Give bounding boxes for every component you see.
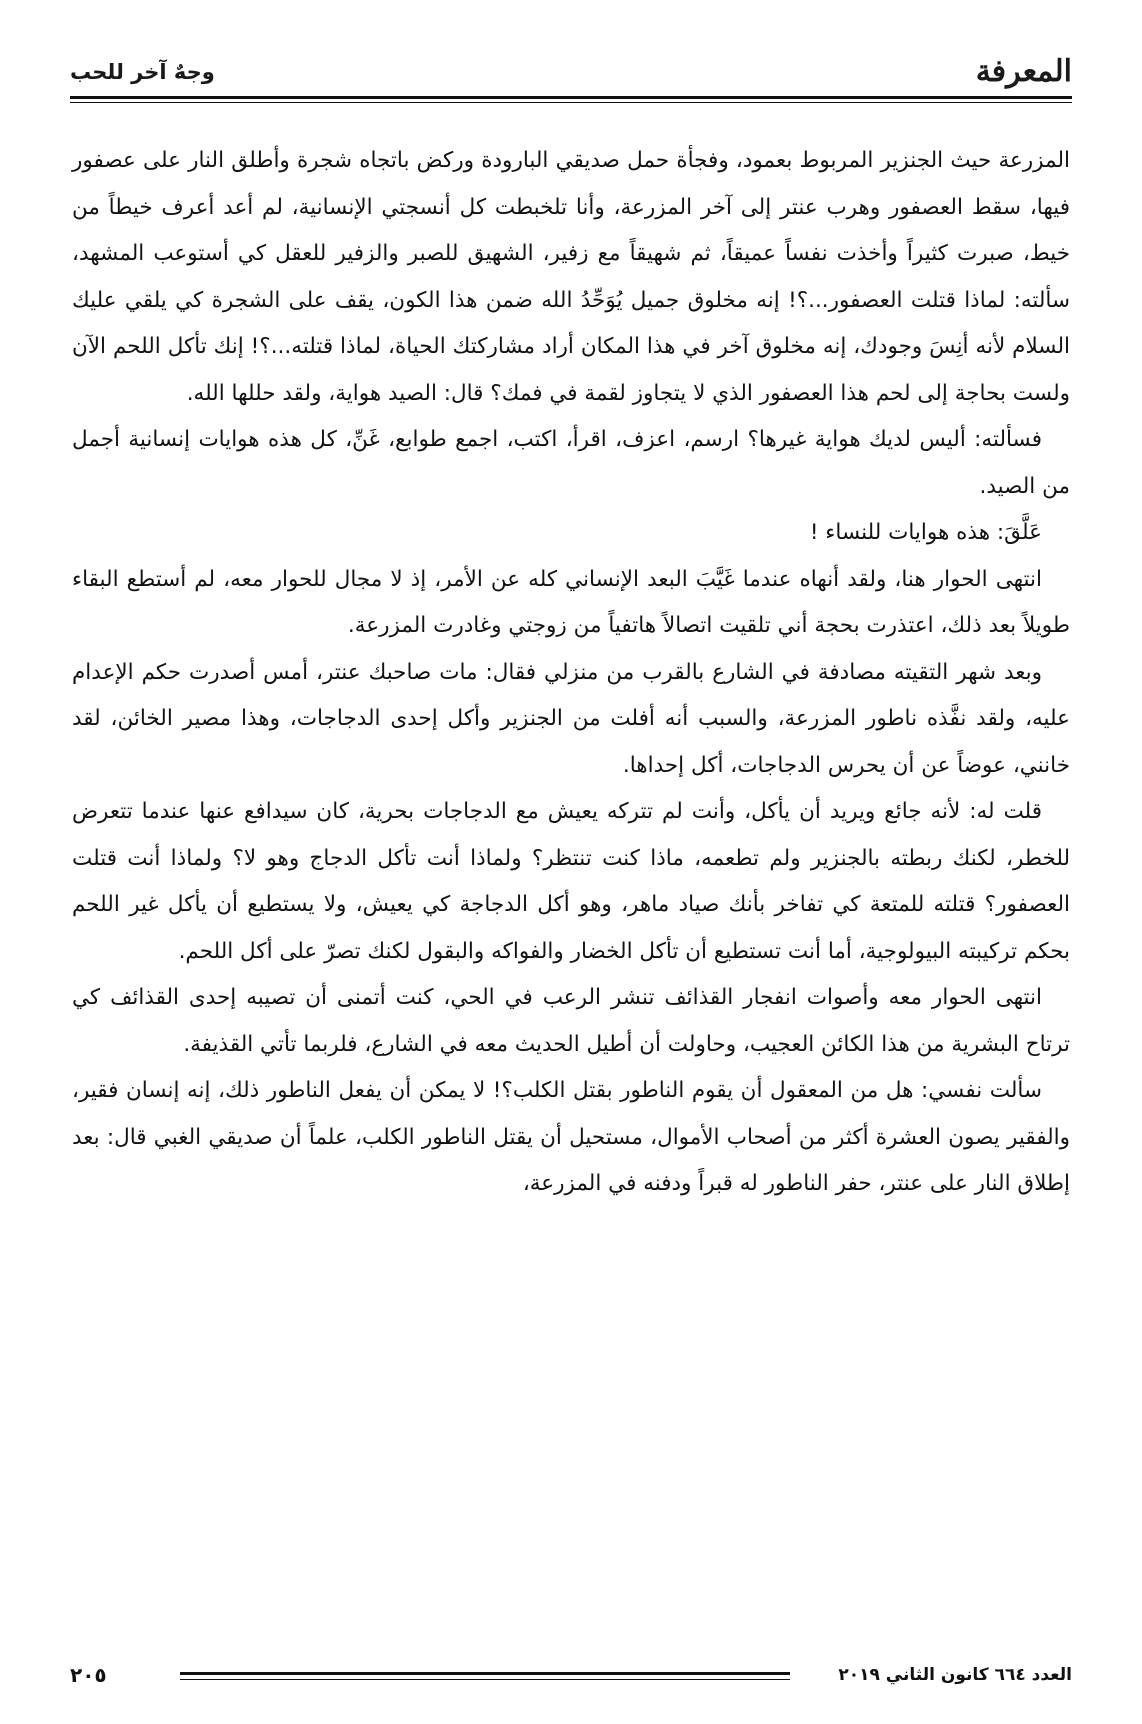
paragraph-6: قلت له: لأنه جائع ويريد أن يأكل، وأنت لم تتركه يعيش مع الدجاجات بحرية، كان سيدافع عنها عندما تتعرض للخطر، لكنك ربطته بالجنزير ولم تطعمه، ماذا كنت تنتظر؟ ولماذا أنت تأكل الدجاج وهو لا؟ ولماذا أنت قتلت العصفور؟ قتلته للمتعة كي تفاخر بأنك صياد ماهر، وهو أكل الدجاجة كي يعيش، ولا يستطيع أن يأكل غير اللحم بحكم تركيبته البيولوجية، أما أنت تستطيع أن تأكل الخضار والفواكه والبقول لكنك تصرّ على أكل اللحم. — [72, 799, 1070, 964]
paragraph-4: انتهى الحوار هنا، ولقد أنهاه عندما غَيَّبَ البعد الإنساني كله عن الأمر، إذ لا مجال للحوار معه، لم أستطع البقاء طويلاً بعد ذلك، اعتذرت بحجة أني تلقيت اتصالاً هاتفياً من زوجتي وغادرت المزرعة. — [72, 566, 1070, 638]
header-divider — [70, 96, 1072, 99]
header-divider-thin — [70, 102, 1072, 103]
paragraph-7: انتهى الحوار معه وأصوات انفجار القذائف تنشر الرعب في الحي، كنت أتمنى أن تصيبه إحدى القذائف كي ترتاح البشرية من هذا الكائن العجيب، وحاولت أن أطيل الحديث معه في الشارع، فلربما تأتي القذيفة. — [72, 985, 1070, 1057]
article-body — [72, 138, 1070, 1208]
journal-logo: المعرفة — [975, 54, 1072, 89]
page-header — [70, 52, 1072, 92]
paragraph-8: سألت نفسي: هل من المعقول أن يقوم الناطور بقتل الكلب؟! لا يمكن أن يفعل الناطور ذلك، إنه إنسان فقير، والفقير يصون العشرة أكثر من أصحاب الأموال، مستحيل أن يقتل الناطور الكلب، علماً أن صديقي الغبي قال: بعد إطلاق النار على عنتر، حفر الناطور له قبراً ودفنه في المزرعة، — [72, 1078, 1070, 1196]
page-number: ٢٠٥ — [70, 1663, 107, 1687]
paragraph-3: عَلَّقَ: هذه هوايات للنساء ! — [809, 520, 1042, 545]
footer-divider-thin — [180, 1679, 790, 1680]
article-title: وجهٌ آخر للحب — [70, 60, 215, 84]
paragraph-2: فسألته: أليس لديك هواية غيرها؟ ارسم، اعزف، اقرأ، اكتب، اجمع طوابع، غَنِّ، كل هذه هوايات إنسانية أجمل من الصيد. — [72, 427, 1070, 499]
footer-divider — [180, 1672, 790, 1675]
page-footer — [70, 1660, 1072, 1700]
paragraph-5: وبعد شهر التقيته مصادفة في الشارع بالقرب من منزلي فقال: مات صاحبك عنتر، أمس أصدرت حكم الإعدام عليه، ولقد نفَّذه ناطور المزرعة، والسبب أنه أفلت من الجنزير وأكل إحدى الدجاجات، وهذا مصير الخائن، لقد خانني، عوضاً عن أن يحرس الدجاجات، أكل إحداها. — [72, 659, 1070, 778]
paragraph-1: المزرعة حيث الجنزير المربوط بعمود، وفجأة حمل صديقي البارودة وركض باتجاه شجرة وأطلق النار على عصفور فيها، سقط العصفور وهرب عنتر إلى آخر المزرعة، وأنا تلخبطت كل أنسجتي الإنسانية، لم أعد أعرف خيطاً من خيط، صبرت كثيراً وأخذت نفساً عميقاً، ثم شهيقاً مع زفير، الشهيق للصبر والزفير للعقل كي أستوعب المشهد، سألته: لماذا قتلت العصفور...؟! إنه مخلوق جميل يُوَحِّدُ الله ضمن هذا الكون، يقف على الشجرة كي يلقي عليك السلام لأنه أنِسَ وجودك، إنه مخلوق آخر في هذا المكان أراد مشاركتك الحياة، لماذا قتلته...؟! إنك تأكل اللحم الآن ولست بحاجة إلى لحم هذا العصفور الذي لا يتجاوز لقمة في فمك؟ قال: الصيد هواية، ولقد حللها الله. — [72, 148, 1070, 406]
issue-info: العدد ٦٦٤ كانون الثاني ٢٠١٩ — [838, 1665, 1072, 1685]
